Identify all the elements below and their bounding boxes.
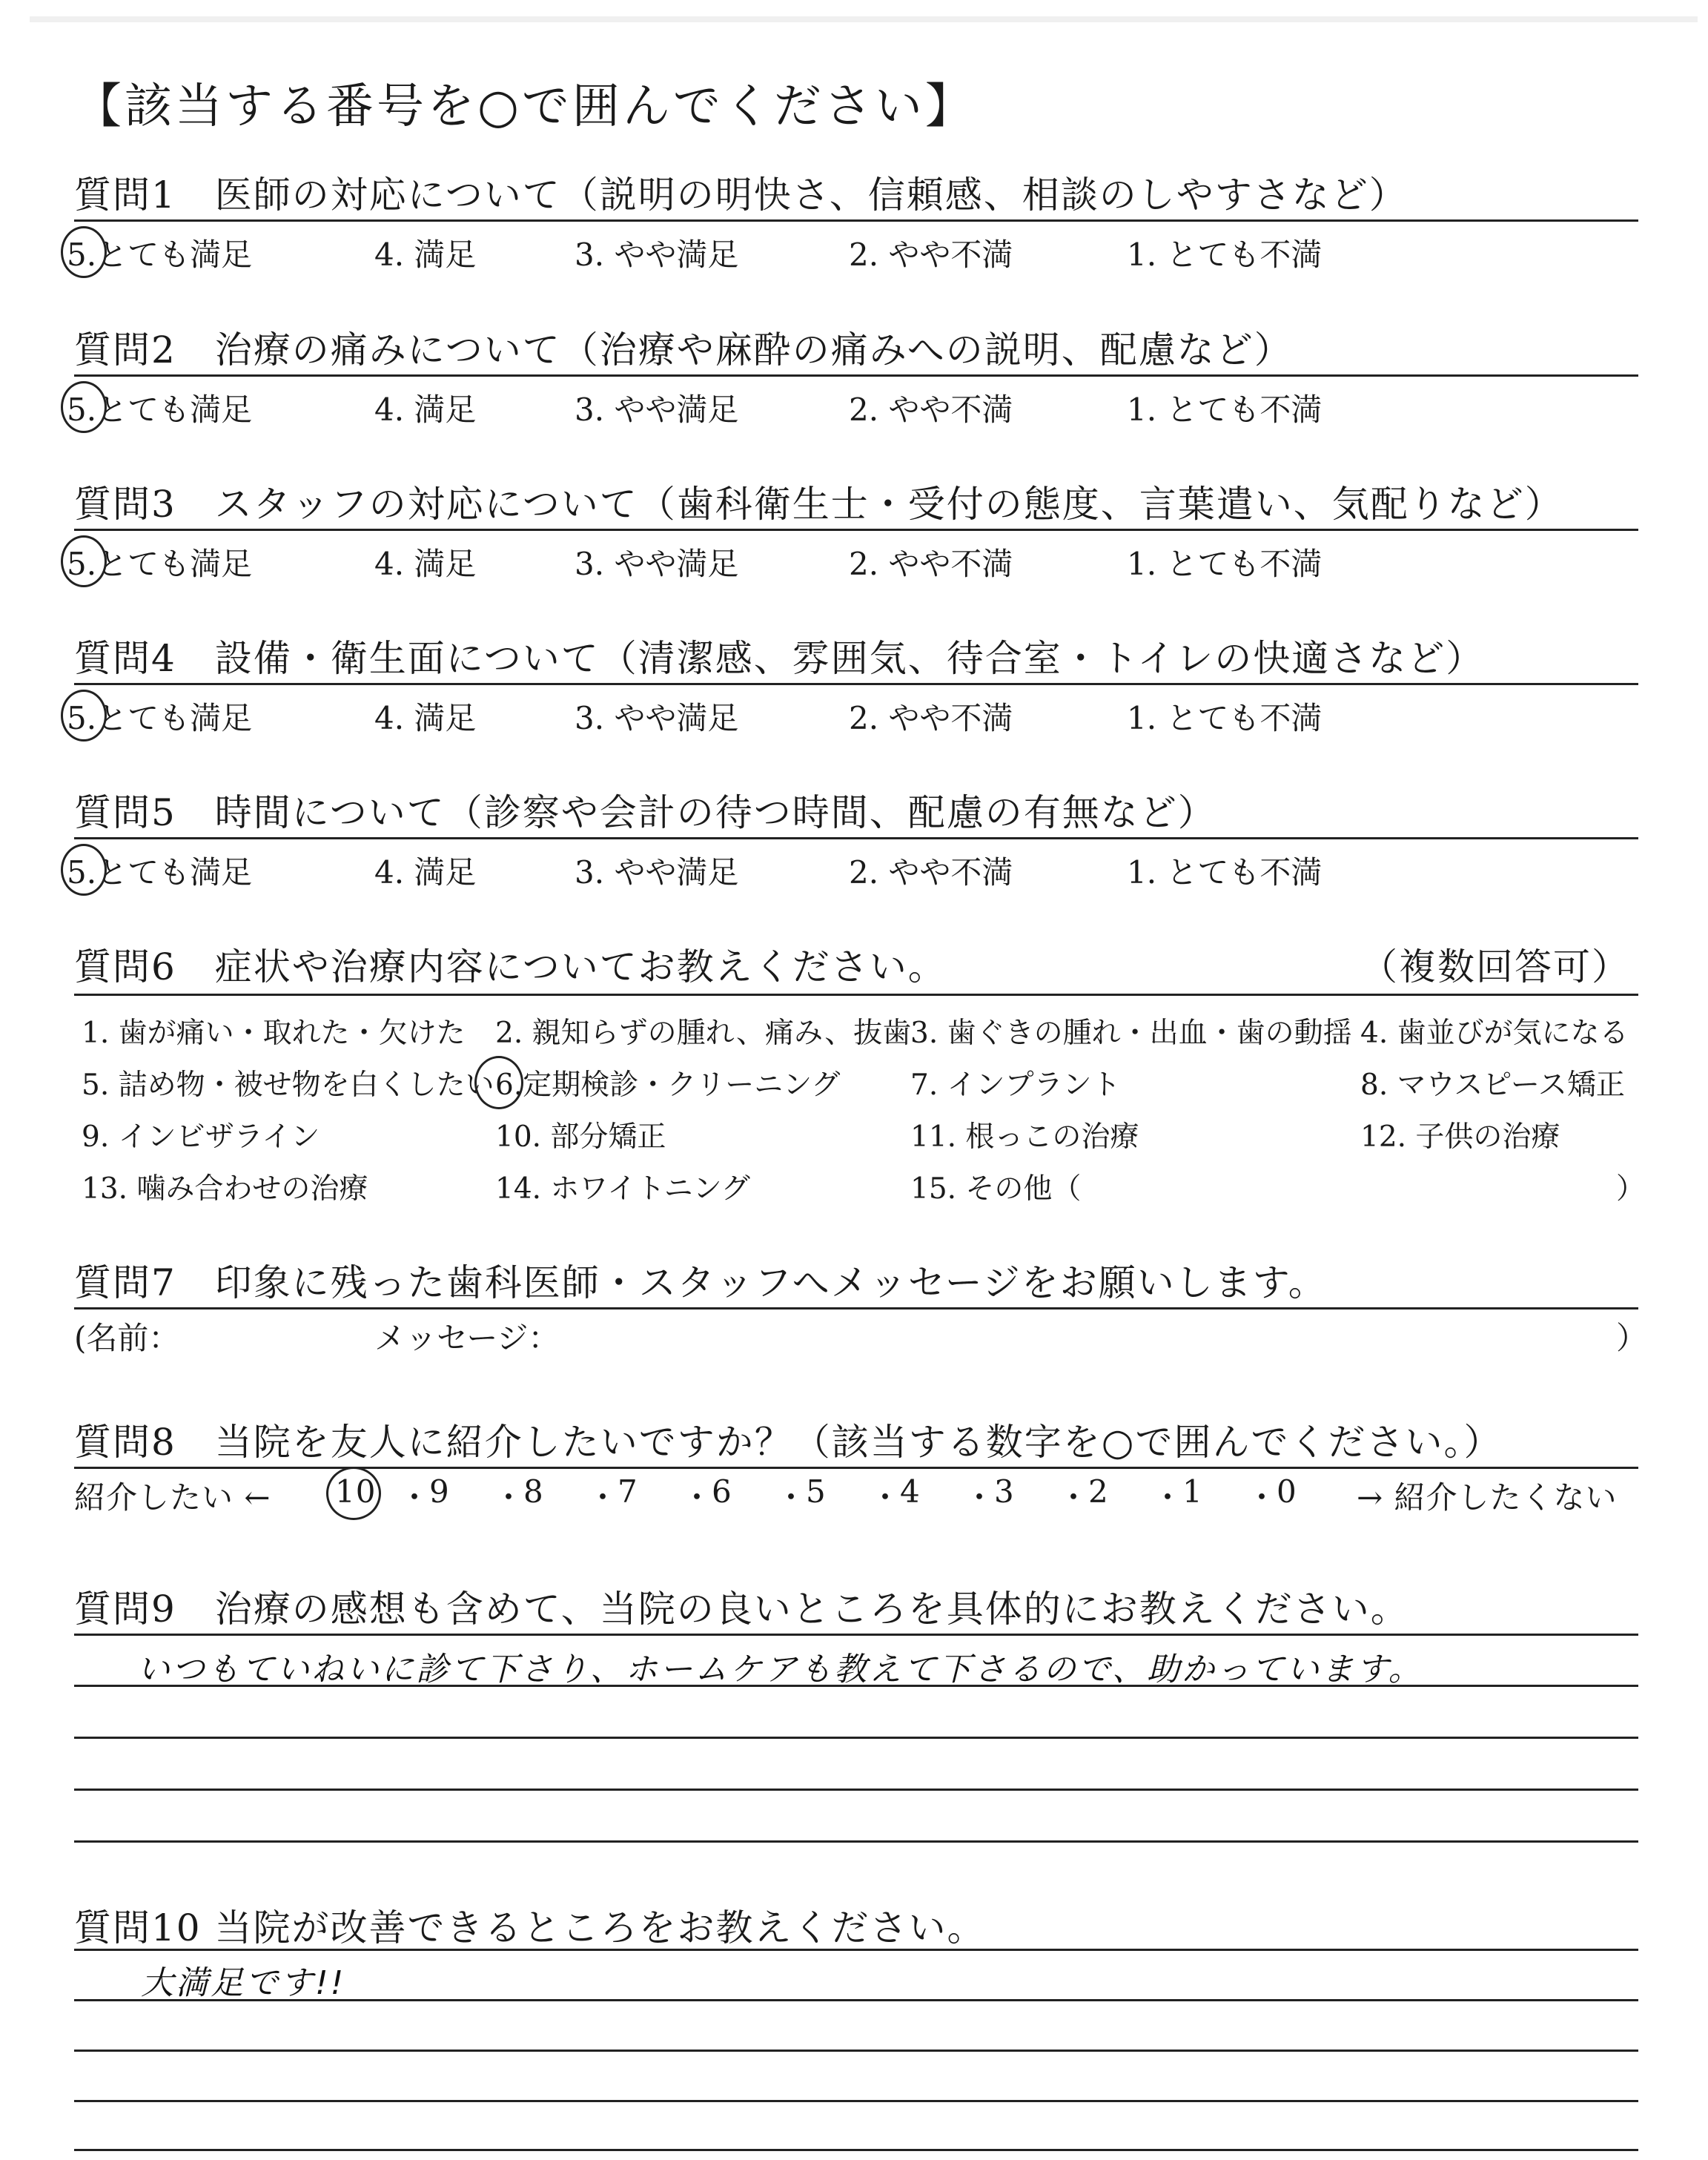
selection-circle: [61, 226, 107, 278]
symptom-option[interactable]: 2. 親知らずの腫れ、痛み、抜歯: [495, 1017, 912, 1050]
question-title: 質問8 当院を友人に紹介したいですか？（該当する数字を○で囲んでください。）: [74, 1421, 1503, 1464]
scale-dot: ・: [399, 1479, 431, 1516]
recommend-score[interactable]: 8: [523, 1473, 544, 1510]
rating-option[interactable]: 3. やや満足: [575, 700, 739, 736]
answer-line: [74, 1840, 1638, 1843]
rating-option[interactable]: 4. 満足: [374, 392, 477, 428]
question-rule: [74, 837, 1638, 839]
scale-dot: ・: [775, 1479, 808, 1516]
scale-dot: ・: [681, 1479, 714, 1516]
question-rule: [74, 994, 1638, 996]
scale-dot: ・: [1246, 1479, 1279, 1516]
question-title: 質問4 設備・衛生面について（清潔感、雰囲気、待合室・トイレの快適さなど）: [74, 637, 1485, 680]
rating-option[interactable]: 2. やや不満: [849, 546, 1013, 582]
recommend-score[interactable]: 6: [712, 1473, 732, 1510]
symptom-option[interactable]: 6.定期検診・クリーニング: [495, 1069, 841, 1102]
symptom-option[interactable]: 5. 詰め物・被せ物を白くしたい: [82, 1069, 494, 1102]
multiple-answers-note: （複数回答可）: [1360, 945, 1630, 988]
question-rule: [74, 374, 1638, 377]
rating-option[interactable]: 1. とても不満: [1127, 854, 1323, 891]
question-rule: [74, 219, 1638, 222]
answer-line: [74, 2100, 1638, 2102]
answer-line: [74, 1685, 1638, 1687]
scan-edge: [30, 16, 1698, 22]
question-rule: [74, 1307, 1638, 1309]
question-rule: [74, 683, 1638, 685]
recommend-right-label: → 紹介したくない: [1357, 1479, 1618, 1516]
recommend-score[interactable]: 4: [900, 1473, 921, 1510]
rating-option[interactable]: 1. とても不満: [1127, 700, 1323, 736]
question-title: 質問9 治療の感想も含めて、当院の良いところを具体的にお教えください。: [74, 1588, 1409, 1631]
rating-option[interactable]: 5.とても満足: [67, 700, 253, 736]
name-label: (名前：: [74, 1320, 180, 1356]
answer-line: [74, 1737, 1638, 1739]
recommend-left-label: 紹介したい ←: [74, 1479, 271, 1516]
question-rule: [74, 529, 1638, 531]
rating-option[interactable]: 4. 満足: [374, 237, 477, 273]
symptom-option[interactable]: 1. 歯が痛い・取れた・欠けた: [82, 1017, 466, 1050]
rating-option[interactable]: 2. やや不満: [849, 700, 1013, 736]
rating-option[interactable]: 5.とても満足: [67, 854, 253, 891]
scale-dot: ・: [587, 1479, 620, 1516]
selection-circle: [61, 535, 107, 587]
rating-option[interactable]: 3. やや満足: [575, 546, 739, 582]
recommend-score[interactable]: 1: [1182, 1473, 1203, 1510]
rating-option[interactable]: 1. とても不満: [1127, 546, 1323, 582]
question-title: 質問2 治療の痛みについて（治療や麻酔の痛みへの説明、配慮など）: [74, 328, 1293, 371]
rating-option[interactable]: 1. とても不満: [1127, 237, 1323, 273]
selection-circle: [326, 1467, 381, 1520]
symptom-option[interactable]: 9. インビザライン: [82, 1120, 320, 1154]
selection-circle: [61, 844, 107, 896]
symptom-option[interactable]: 3. 歯ぐきの腫れ・出血・歯の動揺: [910, 1017, 1352, 1050]
answer-line: [74, 1789, 1638, 1791]
handwritten-answer: 大満足です!!: [141, 1964, 346, 2002]
question-title: 質問3 スタッフの対応について（歯科衛生士・受付の態度、言葉遣い、気配りなど）: [74, 483, 1563, 526]
symptom-option[interactable]: 15. その他（: [910, 1172, 1082, 1206]
scale-dot: ・: [493, 1479, 526, 1516]
recommend-score[interactable]: 10: [335, 1473, 377, 1510]
rating-option[interactable]: 5.とても満足: [67, 546, 253, 582]
recommend-score[interactable]: 3: [994, 1473, 1015, 1510]
symptom-option[interactable]: 12. 子供の治療: [1360, 1120, 1560, 1154]
rating-option[interactable]: 4. 満足: [374, 546, 477, 582]
page-title: 【該当する番号を○で囲んでください】: [74, 79, 976, 134]
rating-option[interactable]: 3. やや満足: [575, 854, 739, 891]
recommend-score[interactable]: 0: [1277, 1473, 1297, 1510]
symptom-option[interactable]: 8. マウスピース矯正: [1360, 1069, 1625, 1102]
question-rule: [74, 1467, 1638, 1469]
question-title: 質問6 症状や治療内容についてお教えください。: [74, 945, 947, 988]
recommend-score[interactable]: 2: [1088, 1473, 1109, 1510]
recommend-score[interactable]: 9: [429, 1473, 450, 1510]
rating-option[interactable]: 2. やや不満: [849, 237, 1013, 273]
rating-option[interactable]: 2. やや不満: [849, 392, 1013, 428]
selection-circle: [61, 690, 107, 742]
scale-dot: ・: [1058, 1479, 1090, 1516]
message-label: メッセージ：: [374, 1320, 560, 1356]
rating-option[interactable]: 5.とても満足: [67, 237, 253, 273]
question-rule: [74, 1949, 1638, 1951]
recommend-score[interactable]: 7: [618, 1473, 638, 1510]
scale-dot: ・: [870, 1479, 902, 1516]
rating-option[interactable]: 3. やや満足: [575, 237, 739, 273]
rating-option[interactable]: 4. 満足: [374, 700, 477, 736]
symptom-option[interactable]: 13. 噛み合わせの治療: [82, 1172, 368, 1206]
symptom-option[interactable]: 4. 歯並びが気になる: [1360, 1017, 1629, 1050]
rating-option[interactable]: 5.とても満足: [67, 392, 253, 428]
message-close: ）: [1616, 1320, 1648, 1356]
question-title: 質問5 時間について（診察や会計の待つ時間、配慮の有無など）: [74, 791, 1217, 834]
question-title: 質問10 当院が改善できるところをお教えください。: [74, 1906, 986, 1949]
scale-dot: ・: [1152, 1479, 1185, 1516]
answer-line: [74, 2050, 1638, 2052]
question-title: 質問1 医師の対応について（説明の明快さ、信頼感、相談のしやすさなど）: [74, 174, 1408, 217]
selection-circle: [61, 381, 107, 433]
selection-circle: [474, 1056, 523, 1109]
rating-option[interactable]: 1. とても不満: [1127, 392, 1323, 428]
rating-option[interactable]: 3. やや満足: [575, 392, 739, 428]
question-rule: [74, 1634, 1638, 1636]
handwritten-answer: いつもていねいに診て下さり、ホームケアも教えて下さるので、助かっています。: [137, 1651, 1423, 1688]
recommend-score[interactable]: 5: [806, 1473, 827, 1510]
answer-line: [74, 2149, 1638, 2151]
rating-option[interactable]: 2. やや不満: [849, 854, 1013, 891]
question-title: 質問7 印象に残った歯科医師・スタッフへメッセージをお願いします。: [74, 1261, 1327, 1304]
symptom-option[interactable]: ）: [1616, 1172, 1646, 1206]
symptom-option[interactable]: 14. ホワイトニング: [495, 1172, 750, 1206]
symptom-option[interactable]: 7. インプラント: [910, 1069, 1121, 1102]
rating-option[interactable]: 4. 満足: [374, 854, 477, 891]
symptom-option[interactable]: 10. 部分矯正: [495, 1120, 666, 1154]
answer-line: [74, 1999, 1638, 2001]
symptom-option[interactable]: 11. 根っこの治療: [910, 1120, 1139, 1154]
scale-dot: ・: [964, 1479, 996, 1516]
